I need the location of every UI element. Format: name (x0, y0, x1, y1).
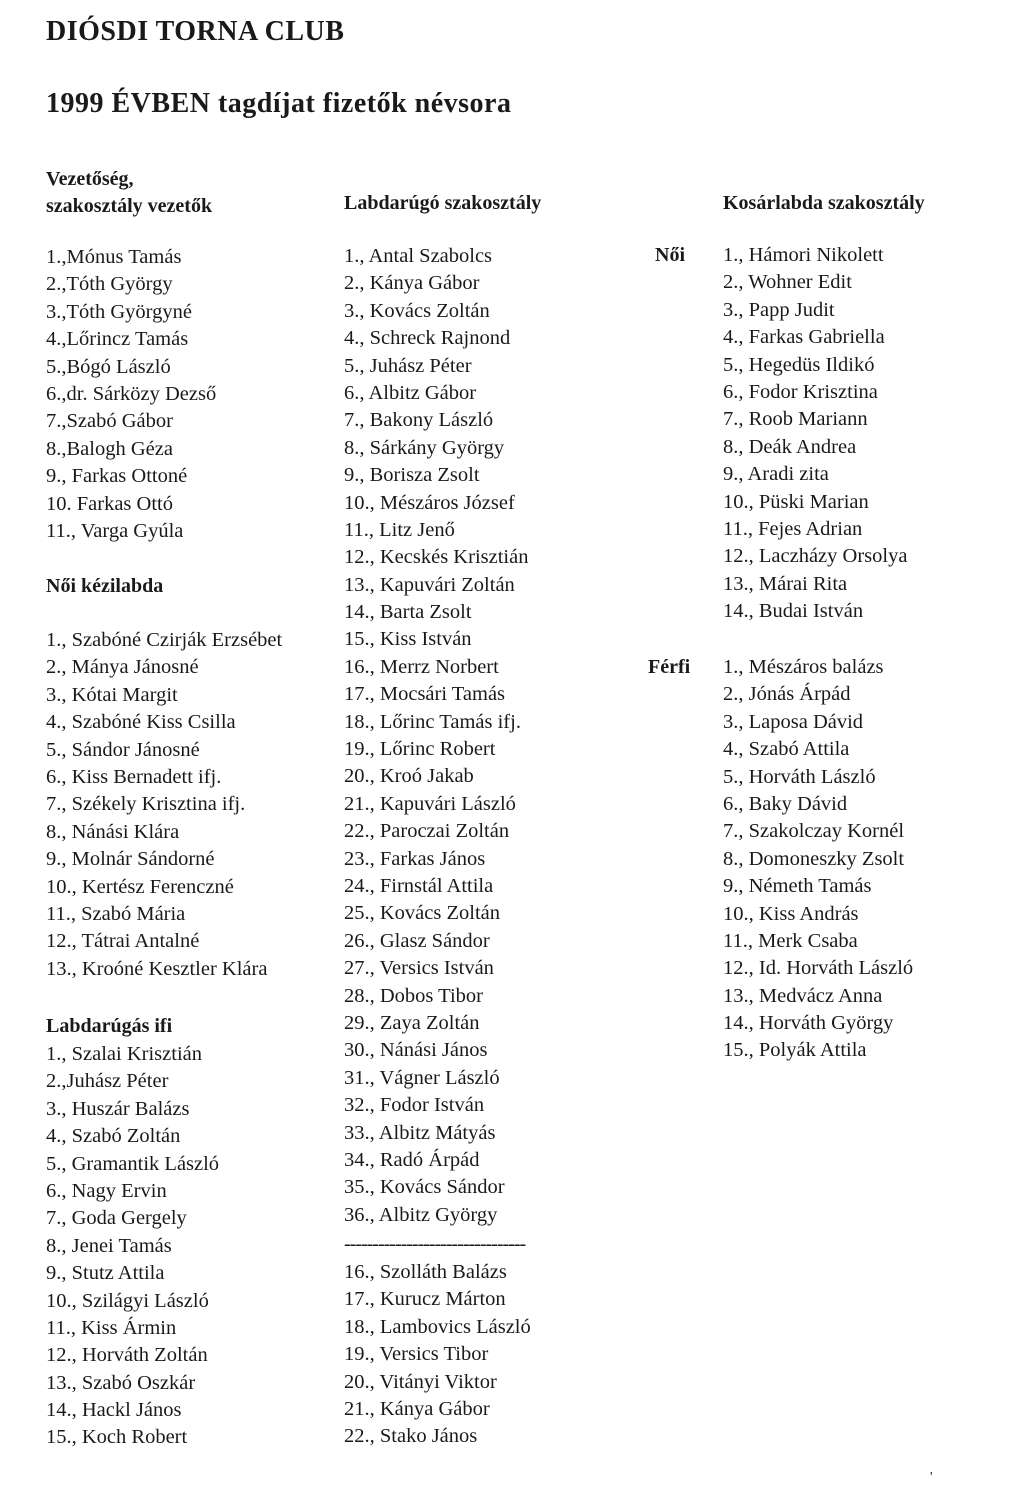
list-item: 2., Jónás Árpád (723, 683, 851, 706)
basketball-heading: Kosárlabda szakosztály (723, 192, 925, 214)
list-item: 14., Horváth György (723, 1012, 894, 1035)
list-item: 12., Id. Horváth László (723, 957, 914, 980)
list-item: 13., Szabó Oszkár (46, 1371, 196, 1394)
list-item: 12., Tátrai Antalné (46, 930, 200, 953)
list-item: 8., Nánási Klára (46, 820, 180, 843)
list-item: 6., Baky Dávid (723, 792, 848, 815)
scan-speck: ' (930, 1470, 933, 1485)
list-item: 2.,Juhász Péter (46, 1070, 169, 1093)
football-separator: -------------------------------- (344, 1233, 526, 1255)
list-item: 14., Barta Zsolt (344, 601, 472, 624)
list-item: 20., Vitányi Viktor (344, 1370, 497, 1393)
list-item: 16., Merrz Norbert (344, 655, 499, 678)
list-item: 3., Kovács Zoltán (344, 299, 490, 322)
basketball-women-label: Női (655, 244, 685, 266)
list-item: 9., Németh Tamás (723, 875, 872, 898)
list-item: 6., Albitz Gábor (344, 381, 477, 404)
leadership-list (46, 244, 216, 545)
list-item: 7., Roob Mariann (723, 408, 868, 431)
list-item: 19., Lőrinc Robert (344, 738, 496, 761)
list-item: 11., Fejes Adrian (723, 517, 863, 540)
list-item: 9., Farkas Ottoné (46, 465, 188, 488)
list-item: 6., Nagy Ervin (46, 1179, 167, 1202)
list-item: 13., Kroóné Kesztler Klára (46, 957, 268, 980)
list-item: 9., Molnár Sándorné (46, 848, 215, 871)
list-item: 15., Koch Robert (46, 1426, 188, 1449)
list-item: 22., Stako János (344, 1425, 478, 1448)
list-item: 12., Laczházy Orsolya (723, 545, 908, 568)
list-item: 1., Mészáros balázs (723, 656, 884, 678)
football-list-extra (344, 1259, 531, 1451)
list-item: 27., Versics István (344, 957, 494, 980)
list-item: 1., Szalai Krisztián (46, 1043, 202, 1065)
list-item: 29., Zaya Zoltán (344, 1011, 480, 1034)
womens-handball-heading: Női kézilabda (46, 575, 164, 597)
list-item: 17., Kurucz Márton (344, 1288, 506, 1311)
list-item: 13., Márai Rita (723, 572, 848, 595)
list-item: 7., Bakony László (344, 409, 494, 432)
list-item: 13., Medvácz Anna (723, 984, 883, 1007)
leadership-heading-line1: Vezetőség, (46, 168, 134, 190)
list-item: 21., Kapuvári László (344, 792, 516, 815)
list-item: 10., Kiss András (723, 902, 859, 925)
list-item: 18., Lőrinc Tamás ifj. (344, 710, 521, 733)
list-item: 31., Vágner László (344, 1066, 500, 1089)
leadership-heading-line2: szakosztály vezetők (46, 195, 213, 217)
list-item: 1., Antal Szabolcs (344, 245, 493, 267)
list-item: 11., Kiss Ármin (46, 1316, 177, 1339)
womens-handball-list (46, 627, 282, 983)
list-item: 10., Kertész Ferenczné (46, 875, 234, 898)
list-item: 8., Jenei Tamás (46, 1234, 172, 1257)
list-item: 7., Szakolczay Kornél (723, 820, 905, 843)
list-item: 16., Szolláth Balázs (344, 1261, 507, 1283)
football-list (344, 243, 528, 1229)
list-item: 4.,Lőrincz Tamás (46, 328, 189, 351)
list-item: 10., Mészáros József (344, 491, 515, 514)
list-item: 19., Versics Tibor (344, 1343, 489, 1366)
list-item: 20., Kroó Jakab (344, 765, 474, 788)
list-item: 26., Glasz Sándor (344, 929, 490, 952)
list-item: 18., Lambovics László (344, 1315, 531, 1338)
list-item: 3., Huszár Balázs (46, 1097, 190, 1120)
list-item: 3., Papp Judit (723, 298, 835, 321)
list-item: 2., Mánya Jánosné (46, 656, 199, 679)
list-item: 22., Paroczai Zoltán (344, 820, 510, 843)
basketball-men-list (723, 654, 913, 1065)
leadership-heading (46, 166, 212, 220)
list-item: 14., Hackl János (46, 1399, 182, 1422)
list-item: 4., Szabó Attila (723, 738, 850, 761)
club-name: DIÓSDI TORNA CLUB (46, 16, 345, 47)
list-item: 4., Farkas Gabriella (723, 326, 885, 349)
list-item: 4., Szabóné Kiss Csilla (46, 711, 236, 734)
list-item: 32., Fodor István (344, 1094, 485, 1117)
list-item: 11., Litz Jenő (344, 518, 455, 541)
list-item: 6., Kiss Bernadett ifj. (46, 765, 222, 788)
list-item: 5., Hegedüs Ildikó (723, 353, 875, 376)
list-item: 1., Hámori Nikolett (723, 244, 884, 266)
list-item: 17., Mocsári Tamás (344, 683, 506, 706)
list-item: 7.,Szabó Gábor (46, 410, 173, 433)
list-item: 30., Nánási János (344, 1039, 488, 1062)
list-item: 2., Kánya Gábor (344, 272, 480, 295)
list-item: 9., Stutz Attila (46, 1262, 165, 1285)
list-item: 13., Kapuvári Zoltán (344, 573, 515, 596)
list-item: 8., Domoneszky Zsolt (723, 847, 905, 870)
list-item: 5., Juhász Péter (344, 354, 472, 377)
document-title: 1999 ÉVBEN tagdíjat fizetők névsora (46, 88, 512, 119)
list-item: 28., Dobos Tibor (344, 984, 483, 1007)
youth-football-heading: Labdarúgás ifi (46, 1015, 173, 1037)
list-item: 7., Székely Krisztina ifj. (46, 793, 246, 816)
list-item: 5., Gramantik László (46, 1152, 220, 1175)
list-item: 11., Merk Csaba (723, 929, 858, 952)
list-item: 12., Kecskés Krisztián (344, 546, 529, 569)
list-item: 7., Goda Gergely (46, 1207, 187, 1230)
list-item: 9., Borisza Zsolt (344, 464, 480, 487)
list-item: 15., Kiss István (344, 628, 472, 651)
list-item: 24., Firnstál Attila (344, 874, 494, 897)
list-item: 21., Kánya Gábor (344, 1397, 490, 1420)
list-item: 4., Szabó Zoltán (46, 1125, 181, 1148)
list-item: 4., Schreck Rajnond (344, 327, 511, 350)
list-item: 35., Kovács Sándor (344, 1176, 505, 1199)
list-item: 15., Polyák Attila (723, 1039, 867, 1062)
list-item: 5., Sándor Jánosné (46, 738, 200, 761)
list-item: 2.,Tóth György (46, 273, 173, 296)
list-item: 5.,Bógó László (46, 355, 171, 378)
list-item: 3., Laposa Dávid (723, 710, 864, 733)
list-item: 1.,Mónus Tamás (46, 246, 182, 268)
list-item: 8., Sárkány György (344, 436, 505, 459)
list-item: 6., Fodor Krisztina (723, 380, 878, 403)
list-item: 10., Püski Marian (723, 490, 869, 513)
list-item: 8., Deák Andrea (723, 435, 857, 458)
youth-football-list (46, 1041, 219, 1452)
football-heading: Labdarúgó szakosztály (344, 192, 542, 214)
list-item: 36., Albitz György (344, 1203, 498, 1226)
list-item: 8.,Balogh Géza (46, 437, 173, 460)
list-item: 12., Horváth Zoltán (46, 1344, 208, 1367)
list-item: 23., Farkas János (344, 847, 486, 870)
basketball-men-label: Férfi (648, 656, 691, 678)
list-item: 14., Budai István (723, 600, 864, 623)
list-item: 33., Albitz Mátyás (344, 1121, 496, 1144)
list-item: 11., Varga Gyúla (46, 519, 184, 542)
list-item: 25., Kovács Zoltán (344, 902, 500, 925)
list-item: 1., Szabóné Czirják Erzsébet (46, 629, 283, 651)
list-item: 9., Aradi zita (723, 463, 829, 486)
list-item: 34., Radó Árpád (344, 1148, 480, 1171)
list-item: 10. Farkas Ottó (46, 492, 173, 515)
list-item: 5., Horváth László (723, 765, 876, 788)
basketball-women-list (723, 242, 907, 625)
list-item: 3.,Tóth Györgyné (46, 300, 192, 323)
list-item: 2., Wohner Edit (723, 271, 852, 294)
list-item: 6.,dr. Sárközy Dezső (46, 382, 217, 405)
list-item: 3., Kótai Margit (46, 683, 178, 706)
list-item: 11., Szabó Mária (46, 902, 186, 925)
list-item: 10., Szilágyi László (46, 1289, 209, 1312)
